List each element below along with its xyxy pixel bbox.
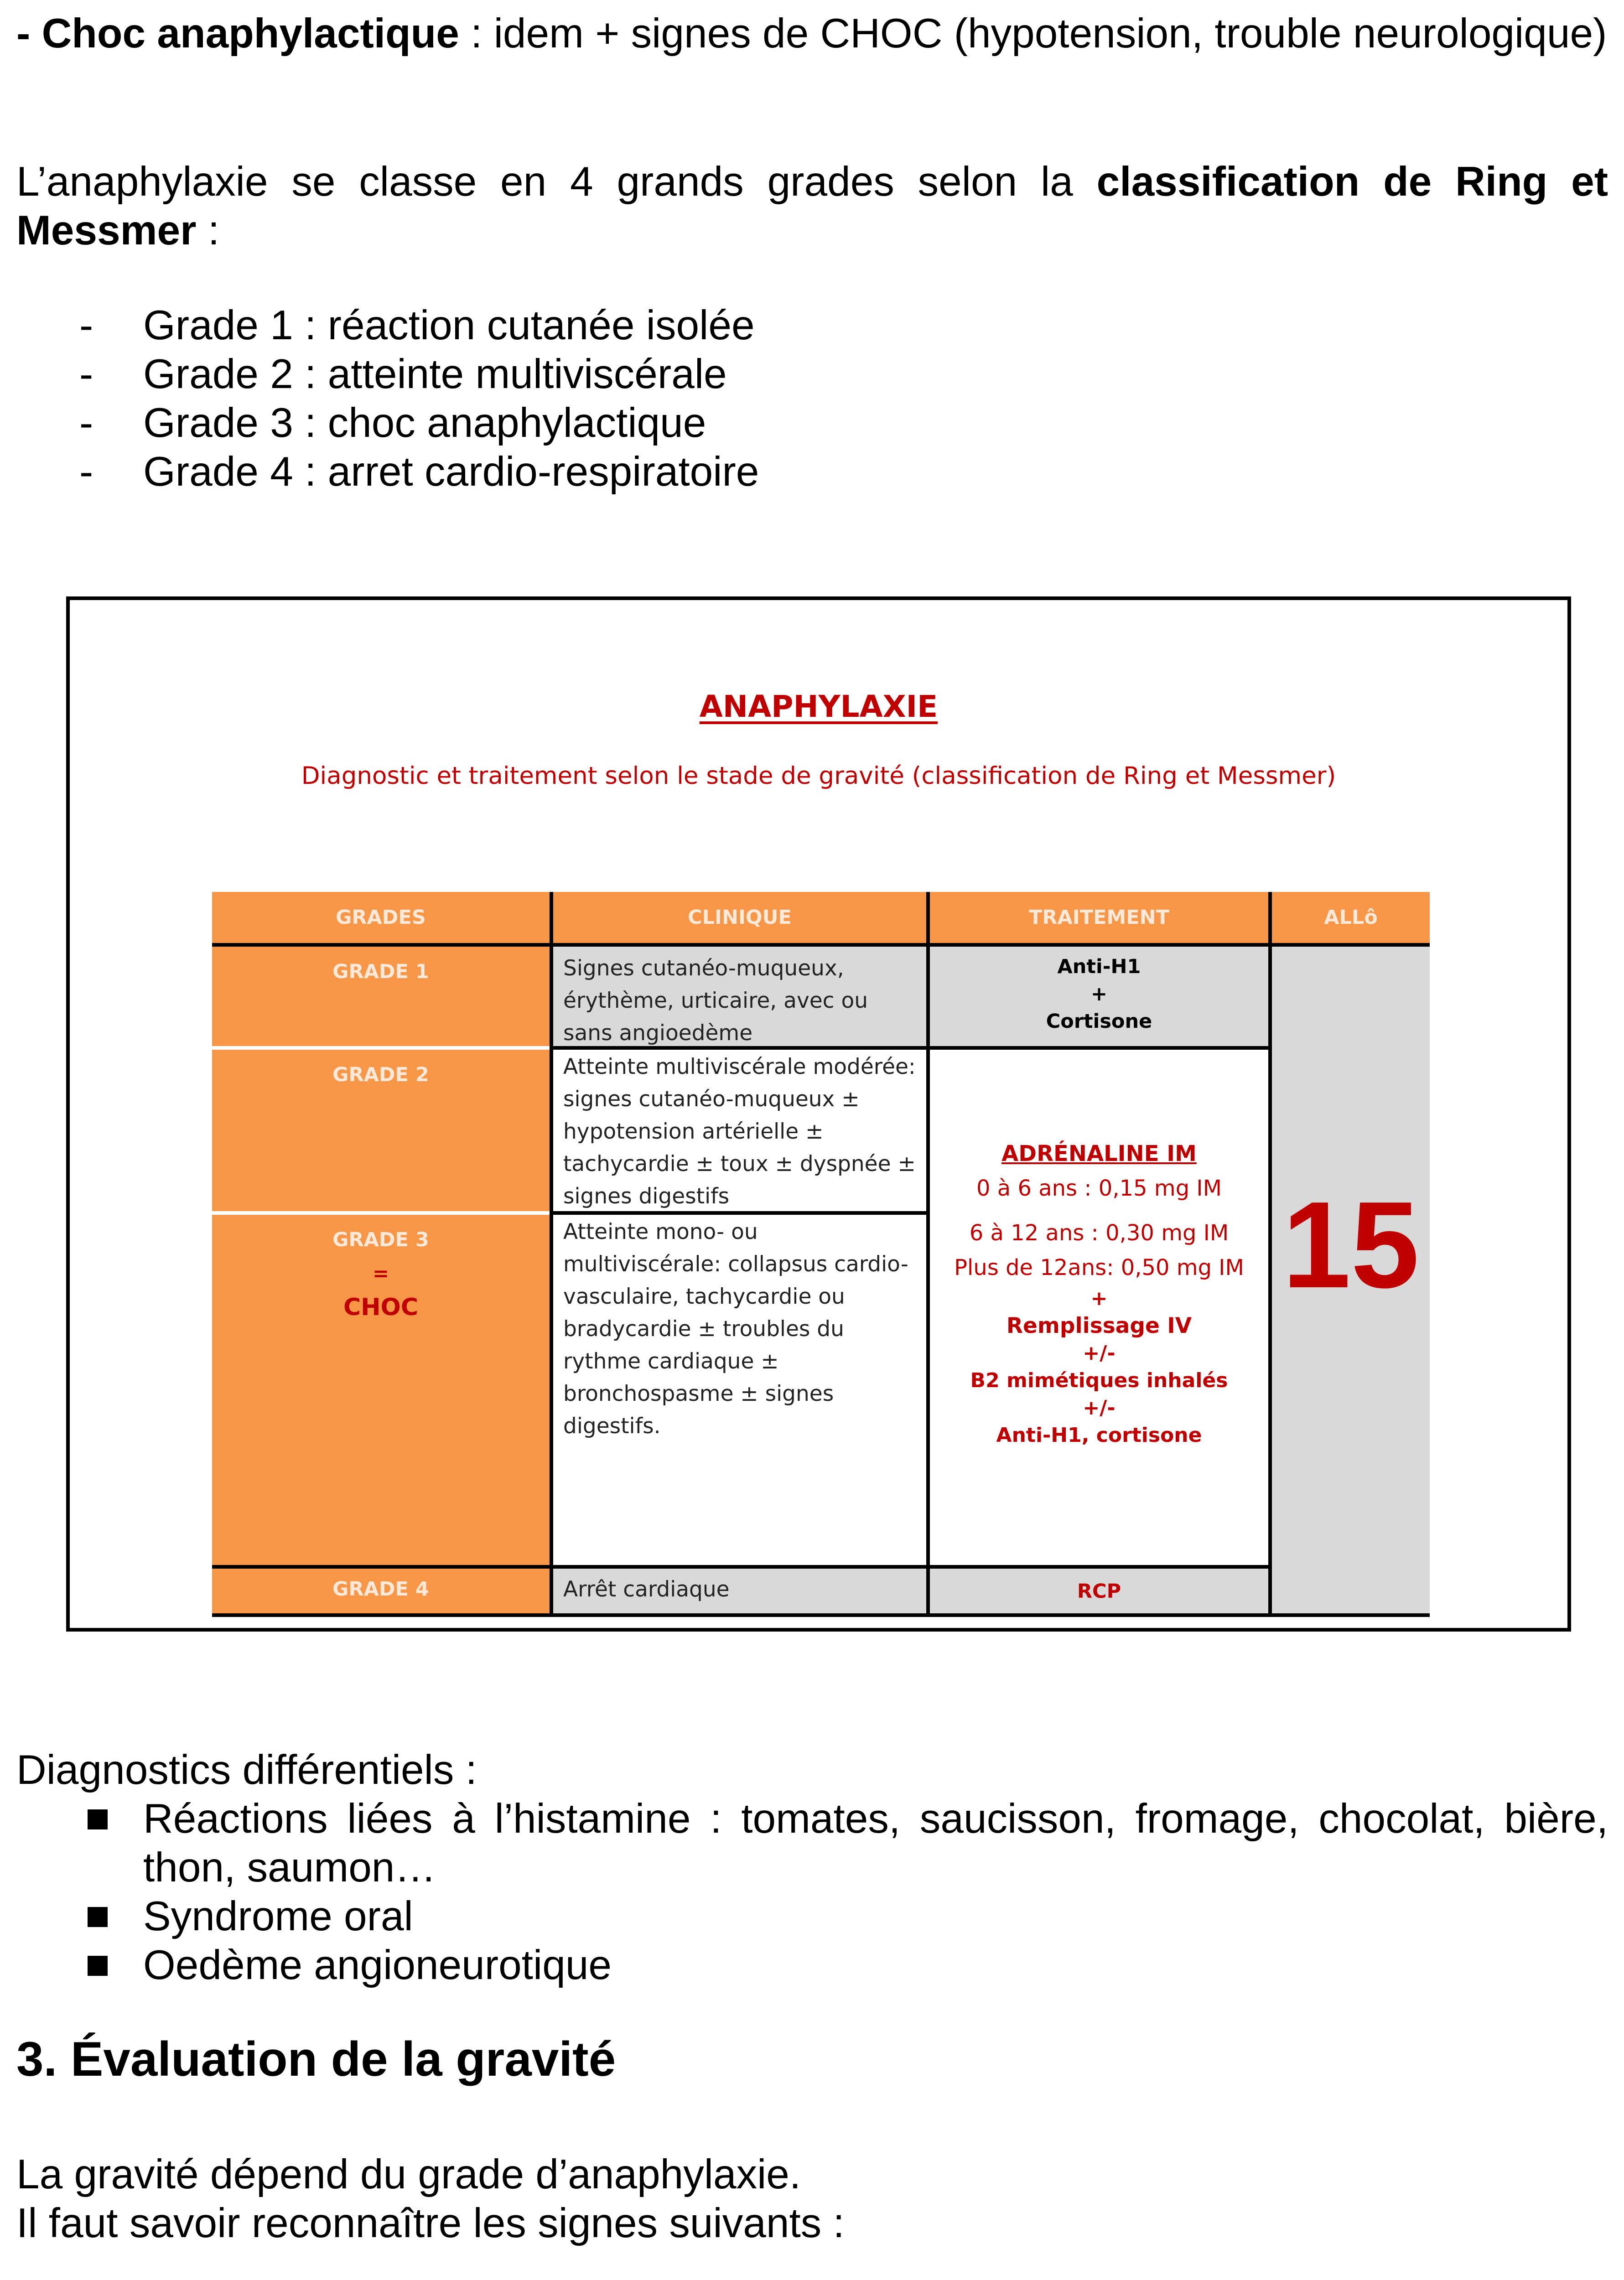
figure-title: ANAPHYLAXIE [699, 689, 938, 724]
list-item [16, 1794, 1608, 1892]
choc-description: : idem + signes de CHOC (hypotension, trouble neurologique) [459, 10, 1607, 57]
classification-intro: L’anaphylaxie se classe en 4 grands grades selon la [16, 159, 1097, 205]
grade-3-cell [212, 1215, 550, 1565]
list-item [16, 447, 759, 496]
section-paragraph-2: Il faut savoir reconnaître les signes suivants : [16, 2200, 845, 2246]
diag-title: Diagnostics différentiels : [16, 1747, 477, 1793]
grading-table [212, 892, 1430, 1617]
header-allo: ALLô [1272, 892, 1430, 943]
grade-list-text: Grade 2 : atteinte multiviscérale [143, 351, 727, 397]
section-heading: 3. Évaluation de la gravité [16, 2031, 616, 2086]
grade-list-text: Grade 3 : choc anaphylactique [143, 400, 706, 446]
choc-dash: - [16, 10, 42, 57]
anaphylaxie-figure [66, 596, 1571, 1632]
grade-3-equals: = [372, 1262, 389, 1285]
table-rule [926, 892, 930, 1617]
b2-mimetiques-text: B2 mimétiques inhalés [970, 1369, 1228, 1392]
square-bullet-icon [88, 1907, 108, 1927]
rcp-text: RCP [1077, 1580, 1121, 1603]
classification-paragraph [16, 157, 1608, 255]
plus-minus-sign: +/- [1083, 1396, 1116, 1420]
cortisone-text: Cortisone [1046, 1010, 1152, 1033]
table-rule [212, 943, 1430, 947]
table-rule [212, 1565, 1272, 1569]
grade-1-cell [212, 947, 550, 1046]
grades-list [16, 301, 759, 496]
plus-text: + [1090, 983, 1108, 1005]
grade-4-cell [212, 1569, 550, 1613]
square-bullet-icon [88, 1809, 108, 1829]
grade-4-label: GRADE 4 [332, 1578, 429, 1601]
classification-colon: : [196, 207, 220, 254]
anti-h1-cortisone-text: Anti-H1, cortisone [996, 1424, 1202, 1447]
adrenaline-dose-6-12: 6 à 12 ans : 0,30 mg IM [969, 1220, 1229, 1246]
diag-item-text: Réactions liées à l’histamine : tomates, saucisson, fromage, chocolat, bière, thon, saumon… [143, 1796, 1608, 1891]
adrenaline-dose-0-6: 0 à 6 ans : 0,15 mg IM [976, 1176, 1222, 1201]
dash-marker: - [79, 351, 93, 397]
table-rule [550, 1211, 930, 1215]
figure-subtitle: Diagnostic et traitement selon le stade de gravité (classification de Ring et Messmer) [301, 762, 1336, 790]
anti-h1-text: Anti-H1 [1057, 955, 1141, 978]
table-rule [550, 892, 553, 1617]
header-traitement: TRAITEMENT [930, 892, 1268, 943]
dash-marker: - [79, 302, 93, 348]
remplissage-text: Remplissage IV [1006, 1313, 1192, 1338]
grade-1-label: GRADE 1 [332, 960, 429, 983]
square-bullet-icon [88, 1956, 108, 1976]
clinique-grade-3: Atteinte mono- ou multiviscérale: collapsus cardio-vasculaire, tachycardie ou bradycardie ± troubles du rythme cardiaque ± bronchospasme ± signes digestifs. [553, 1215, 926, 1565]
grade-2-label: GRADE 2 [332, 1063, 429, 1086]
dash-marker: - [79, 449, 93, 495]
adrenaline-title: ADRÉNALINE IM [1001, 1141, 1197, 1166]
plus-sign: + [1090, 1287, 1108, 1310]
traitement-grade-1 [930, 947, 1268, 1046]
list-item [16, 1941, 1608, 1990]
diag-item-text: Syndrome oral [143, 1893, 413, 1939]
list-item [16, 399, 759, 447]
choc-paragraph [16, 9, 1608, 58]
traitement-grades-2-3 [930, 1050, 1268, 1565]
grade-list-text: Grade 4 : arret cardio-respiratoire [143, 449, 759, 495]
clinique-grade-1: Signes cutanéo-muqueux, érythème, urticaire, avec ou sans angioedème [553, 947, 926, 1046]
list-item [16, 350, 759, 399]
grade-3-label: GRADE 3 [332, 1228, 429, 1251]
diag-item-text: Oedème angioneurotique [143, 1942, 612, 1988]
header-grades: GRADES [212, 892, 550, 943]
table-rule [1268, 892, 1272, 1617]
classification-name: classification de Ring et Messmer [16, 159, 1608, 254]
list-item [16, 301, 759, 350]
table-rule [550, 1046, 1272, 1050]
traitement-grade-4 [930, 1569, 1268, 1613]
clinique-grade-2: Atteinte multiviscérale modérée: signes cutanéo-muqueux ± hypotension artérielle ± tachycardie ± toux ± dyspnée ± signes digestifs [553, 1050, 926, 1211]
header-clinique: CLINIQUE [553, 892, 926, 943]
grade-list-text: Grade 1 : réaction cutanée isolée [143, 302, 755, 348]
list-item [16, 1892, 1608, 1941]
dash-marker: - [79, 400, 93, 446]
adrenaline-dose-12-plus: Plus de 12ans: 0,50 mg IM [954, 1255, 1244, 1280]
grade-2-cell [212, 1050, 550, 1211]
plus-minus-sign: +/- [1083, 1342, 1116, 1365]
clinique-grade-4: Arrêt cardiaque [553, 1569, 926, 1613]
table-rule [212, 1613, 1430, 1617]
section-paragraph-1: La gravité dépend du grade d’anaphylaxie. [16, 2151, 801, 2197]
grade-3-choc: CHOC [343, 1294, 419, 1321]
choc-term: Choc anaphylactique [42, 10, 459, 57]
allo-number: 15 [1282, 1176, 1420, 1314]
